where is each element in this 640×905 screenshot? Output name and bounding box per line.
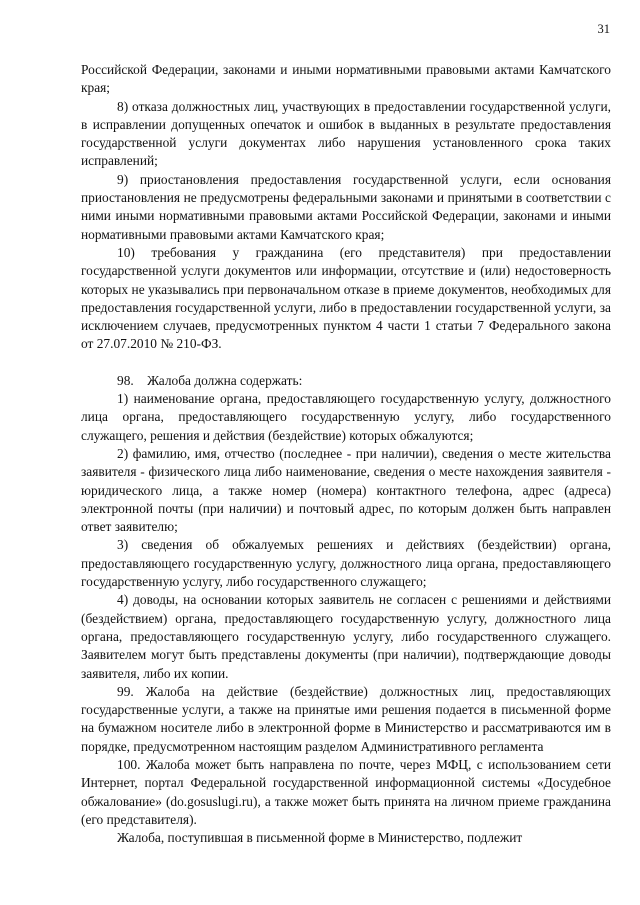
list-item-10: 10) требования у гражданина (его представителя) при предоставлении государственной услуги документов или информации, отсутствие и (или) недостоверность которых не указывались при первоначальном отказе в приеме документов, необходимых для предоставления государственной услуги, либо в предоставлении государственной услуги, за исключением случаев, предусмотренных пунктом 4 части 1 статьи 7 Федерального закона от 27.07.2010 № 210-ФЗ.: [81, 244, 611, 352]
section-100: 100. Жалоба может быть направлена по почте, через МФЦ, с использованием сети Интернет, портал Федеральной государственной информационной системы «Досудебное обжалование» (do.gosuslugi.ru), а также может быть принята на личном приеме гражданина (его представителя).: [81, 756, 611, 827]
paragraph-trailing: Жалоба, поступившая в письменной форме в Министерство, подлежит: [117, 830, 523, 846]
list-item-8: 8) отказа должностных лиц, участвующих в предоставлении государственной услуги, в исправлении допущенных опечаток и ошибок в выданных в результате предоставления государственной услуги документах либо нарушения установленного срока таких исправлений;: [81, 98, 611, 169]
complaint-item-4: 4) доводы, на основании которых заявитель не согласен с решениями и действиями (бездействием) органа, предоставляющего государственную услугу, должностного лица органа, предоставляющего государственную услугу, либо государственного служащего. Заявителем могут быть представлены документы (при наличии), подтверждающие доводы заявителя, либо их копии.: [81, 592, 611, 681]
complaint-item-2: 2) фамилию, имя, отчество (последнее - при наличии), сведения о месте жительства заявителя - физического лица либо наименование, сведения о месте нахождения заявителя - юридического лица, а также номер (номера) контактного телефона, адрес (адреса) электронной почты (при наличии) и почтовый адрес, по которым должен быть направлен ответ заявителю;: [81, 445, 611, 535]
complaint-item-1: 1) наименование органа, предоставляющего государственную услугу, должностного лица органа, предоставляющего государственную услугу, либо государственного служащего, решения и действия (бездействие) которых обжалуются;: [81, 391, 611, 443]
paragraph-continuation: Российской Федерации, законами и иными нормативными правовыми актами Камчатского края;: [81, 62, 611, 96]
page-number: 31: [597, 22, 610, 36]
complaint-item-3: 3) сведения об обжалуемых решениях и действиях (бездействии) органа, предоставляющего государственную услугу, должностного лица органа, предоставляющего государственную услугу, либо государственного служащего;: [81, 537, 611, 590]
document-body: [81, 61, 611, 847]
list-item-9: 9) приостановления предоставления государственной услуги, если основания приостановления не предусмотрены федеральными законами и принятыми в соответствии с ними иными нормативными правовыми актами Российской Федерации, законами и иными нормативными правовыми актами Камчатского края;: [81, 171, 611, 242]
section-98-heading: 98. Жалоба должна содержать:: [117, 372, 303, 388]
paragraph-gap: [81, 354, 611, 372]
section-99: 99. Жалоба на действие (бездействие) должностных лиц, предоставляющих государственные услуги, а также на принятые ими решения подается в письменной форме на бумажном носителе либо в электронной форме в Министерство и рассматриваются им в порядке, предусмотренном настоящим разделом Административного регламента: [81, 683, 611, 754]
